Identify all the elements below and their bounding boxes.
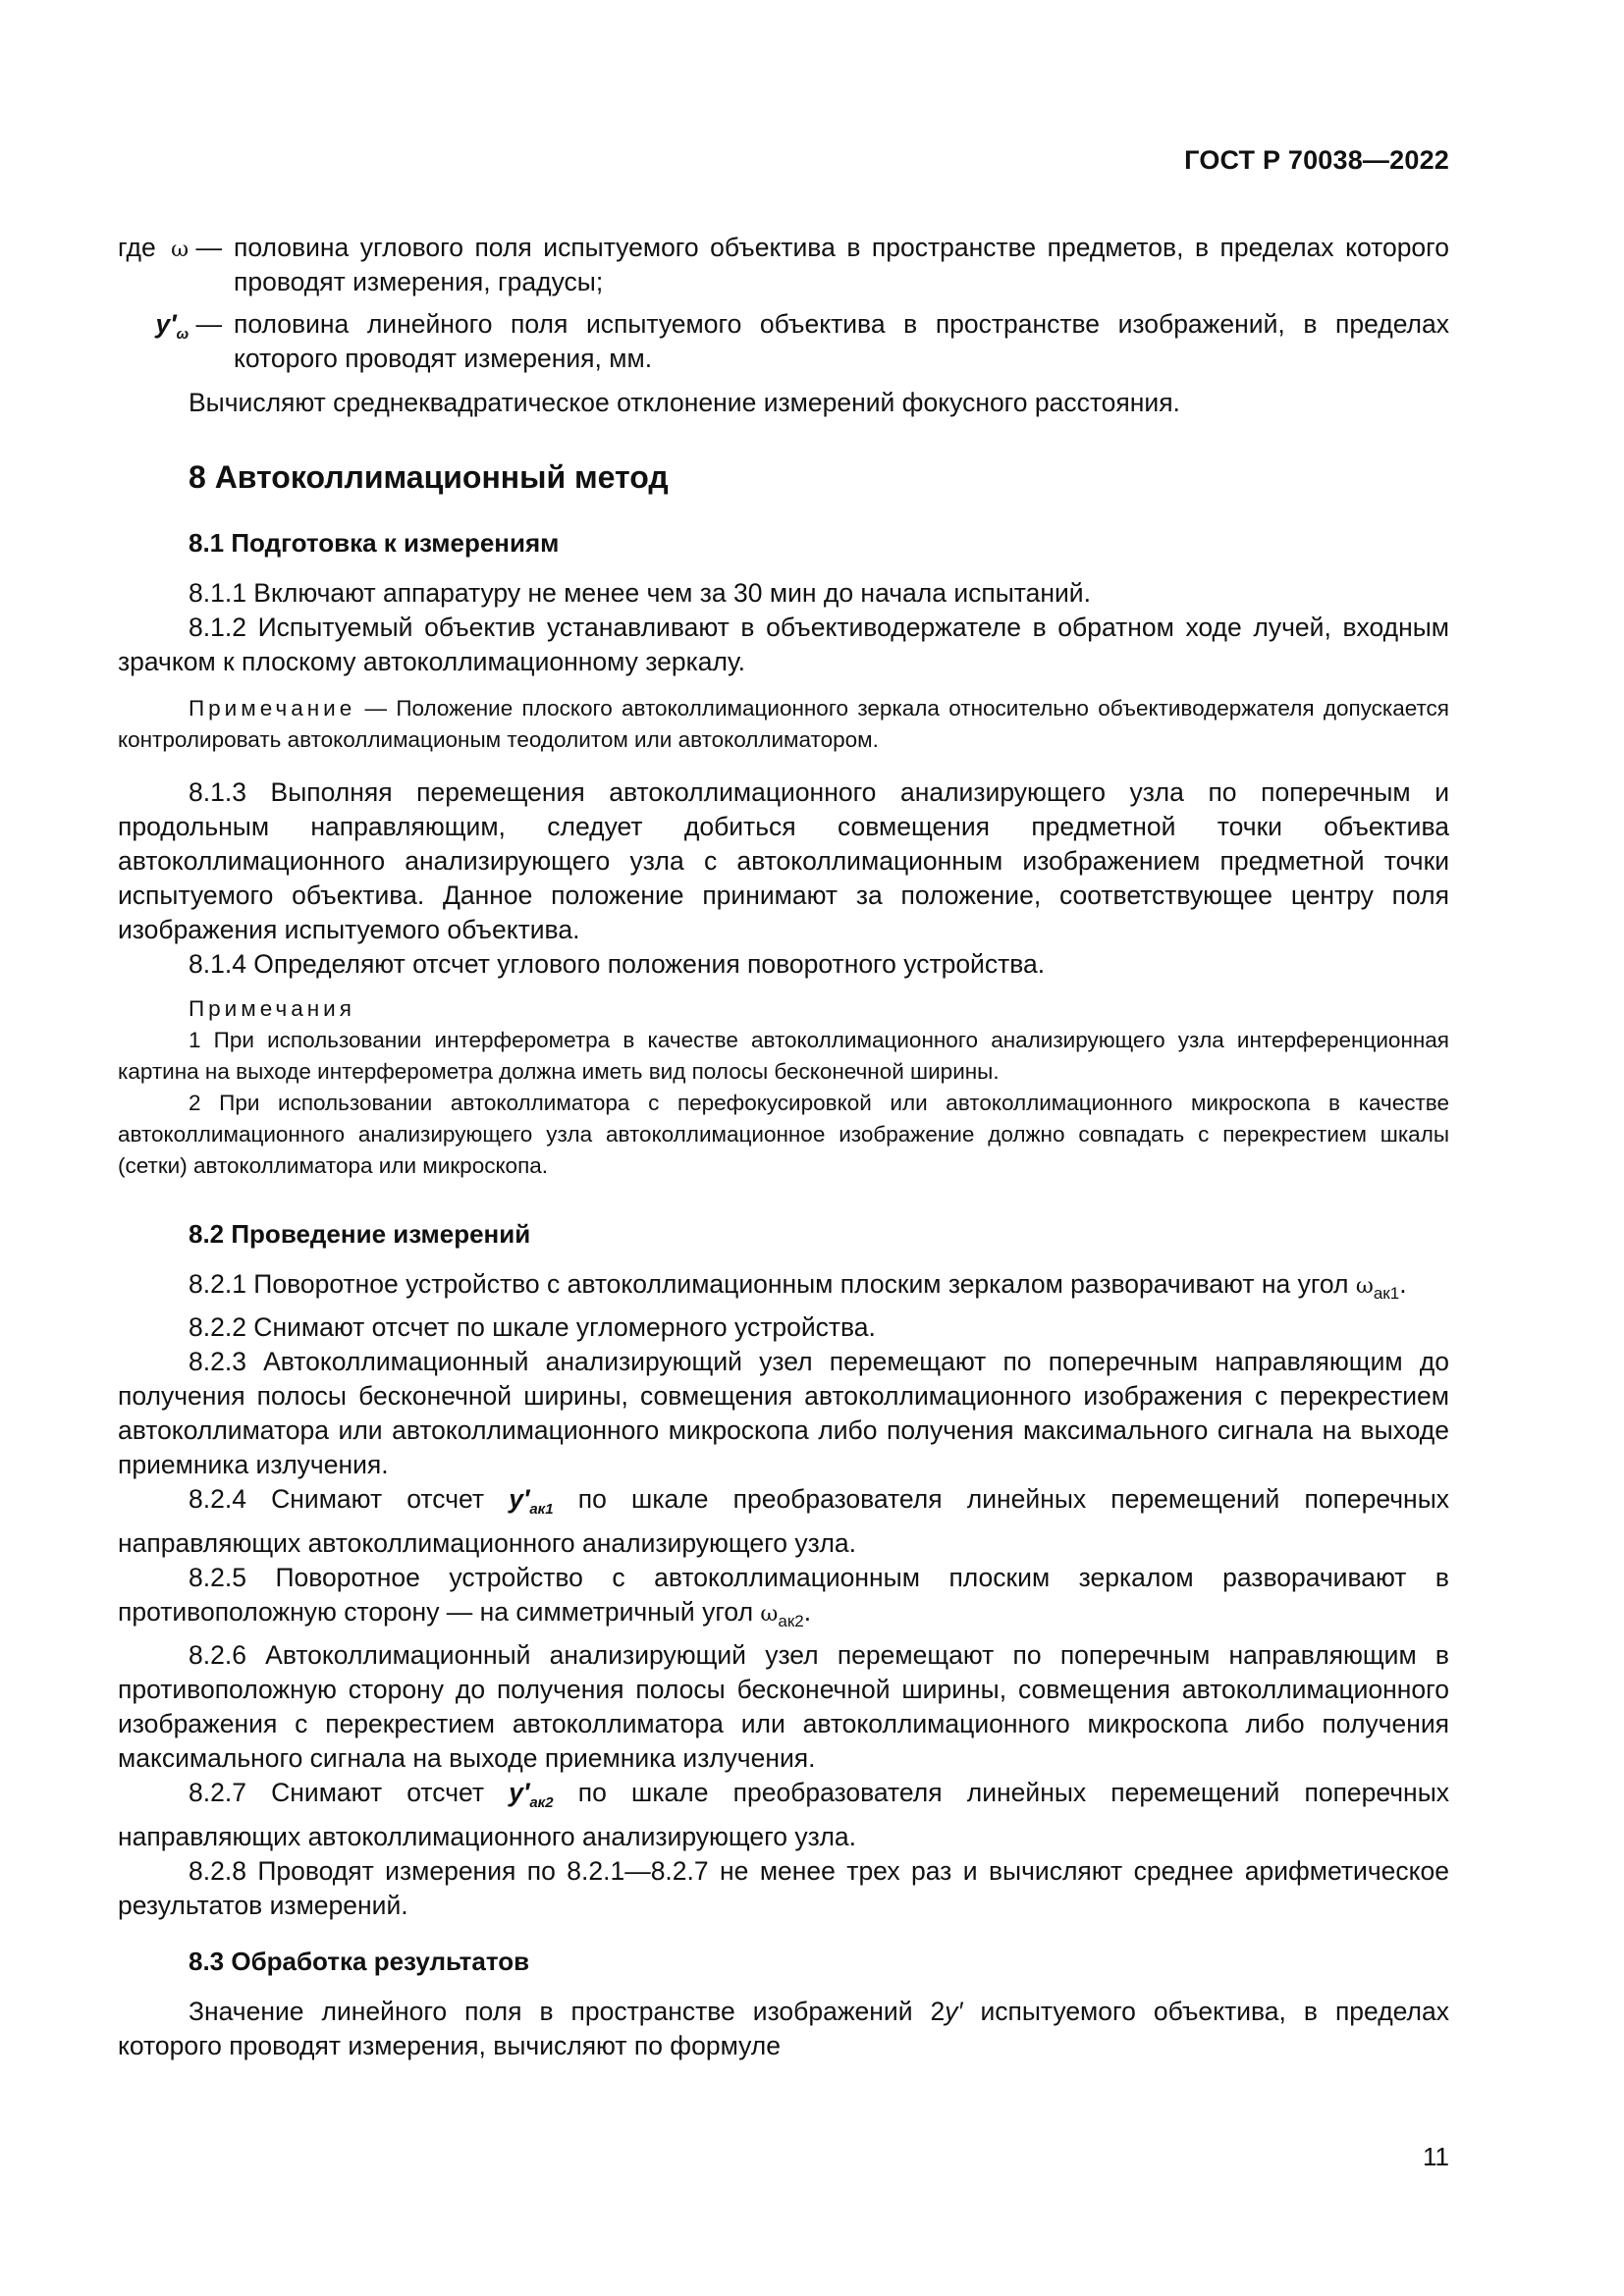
notes-label: Примечания [189,996,355,1021]
paragraph: 8.1.2 Испытуемый объектив устанавливают в объективодержателе в обратном ходе лучей, входным зрачком к плоскому автоколлимационному зеркалу. [118,613,1449,676]
definition-symbol: $y'_\omega$ — [155,309,222,343]
paragraph: 8.2.3 Автоколлимационный анализирующий узел перемещают по поперечным направляющим до получения полосы бесконечной ширины, совмещения автоколлимационного изображения с перекрестием автоколлиматора или автоколлимационного микроскопа либо получения максимального сигнала на выходе приемника излучения. [118,1347,1449,1479]
subsection-heading: 8.2 Проведение измерений [189,1219,531,1249]
paragraph: 8.2.4 Снимают отсчет $y'_{ак1}$ по шкале преобразователя линейных перемещений поперечных направляющих автоколлимационного анализирующего узла. [118,1484,1449,1558]
document-header: ГОСТ Р 70038—2022 [1184,145,1449,175]
section-heading: 8 Автоколлимационный метод [189,459,669,495]
note [118,693,1449,756]
paragraph: 8.2.1 Поворотное устройство с автоколлимационным плоским зеркалом разворачивают на угол $\omega_{ак1}$. [189,1269,1407,1303]
subsection-heading: 8.3 Обработка результатов [189,1947,530,1976]
paragraph: Вычисляют среднеквадратическое отклонение измерений фокусного расстояния. [189,388,1180,417]
subsection-heading: 8.1 Подготовка к измерениям [189,528,560,558]
definition-text: половина углового поля испытуемого объектива в пространстве предметов, в пределах которого проводят измерения, градусы; [234,233,1449,296]
note-label: Примечание [189,696,356,721]
paragraph: 8.2.7 Снимают отсчет $y'_{ак2}$ по шкале преобразователя линейных перемещений поперечных направляющих автоколлимационного анализирующего узла. [118,1778,1449,1851]
paragraph: 8.1.1 Включают аппаратуру не менее чем за 30 мин до начала испытаний. [189,578,1091,608]
page-number: 11 [1423,2142,1449,2171]
definition-text: половина линейного поля испытуемого объектива в пространстве изображений, в пределах которого проводят измерения, мм. [234,309,1449,373]
paragraph: Значение линейного поля в пространстве изображений 2y′ испытуемого объектива, в пределах которого проводят измерения, вычисляют по формуле [118,1997,1449,2060]
definition-lead: где [118,233,156,262]
note: 2 При использовании автоколлиматора с перефокусировкой или автоколлимационного микроскопа в качестве автоколлимационного анализирующего узла автоколлимационное изображение должно совпадать с перекрестием шкалы (сетки) автоколлиматора или микроскопа. [118,1091,1449,1178]
definition-omega [118,231,1449,299]
document-body [118,231,1449,2063]
paragraph: 8.2.6 Автоколлимационный анализирующий узел перемещают по поперечным направляющим в противоположную сторону до получения полосы бесконечной ширины, совмещения автоколлимационного изображения с перекрестием автоколлиматора или автоколлимационного микроскопа либо получения максимального сигнала на выходе приемника излучения. [118,1640,1449,1773]
paragraph: 8.2.5 Поворотное устройство с автоколлимационным плоским зеркалом разворачивают в противоположную сторону — на симметричный угол $\omega_{ак2}$. [118,1563,1449,1630]
paragraph: 8.1.4 Определяют отсчет углового положения поворотного устройства. [189,949,1046,979]
paragraph: 8.2.8 Проводят измерения по 8.2.1—8.2.7 не менее трех раз и вычисляют среднее арифметическое результатов измерений. [118,1856,1449,1920]
paragraph: 8.1.3 Выполняя перемещения автоколлимационного анализирующего узла по поперечным и продольным направляющим, следует добиться совмещения предметной точки объектива автоколлимационного анализирующего узла с автоколлимационным изображением предметной точки испытуемого объектива. Данное положение принимают за положение, соответствующее центру поля изображения испытуемого объектива. [118,777,1449,944]
paragraph: 8.2.2 Снимают отсчет по шкале угломерного устройства. [189,1312,876,1342]
note: 1 При использовании интерферометра в качестве автоколлимационного анализирующего узла интерференционная картина на выходе интерферометра должна иметь вид полосы бесконечной ширины. [118,1028,1449,1084]
definition-y-omega [118,307,1449,376]
definition-symbol: ω — [171,233,222,262]
note-text: — Положение плоского автоколлимационного зеркала относительно объективодержателя допускается контролировать автоколлимационым теодолитом или автоколлиматором. [118,696,1449,752]
